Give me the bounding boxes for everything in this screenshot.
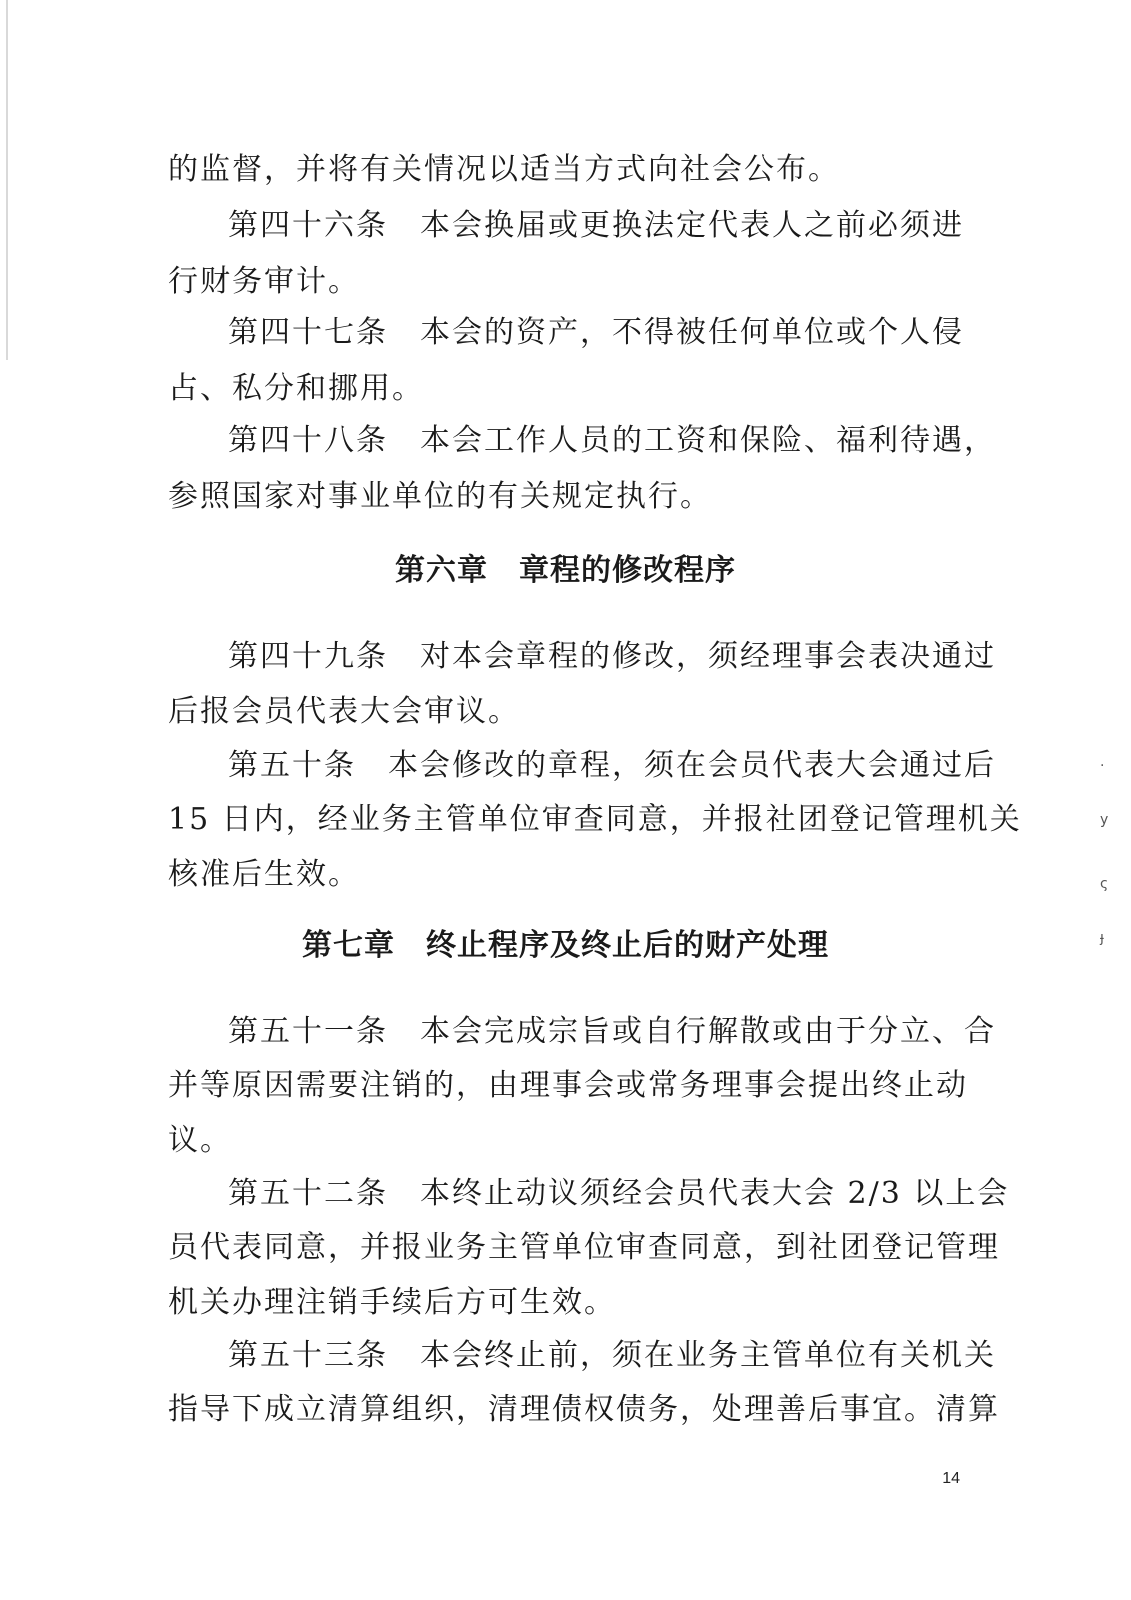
text-line: 后报会员代表大会审议。 [168, 694, 520, 729]
margin-mark: y [1100, 812, 1109, 828]
text-line: 机关办理注销手续后方可生效。 [168, 1285, 616, 1320]
text-line: 的监督，并将有关情况以适当方式向社会公布。 [168, 152, 840, 187]
text-line: 核准后生效。 [168, 857, 360, 892]
margin-mark: ɟ [1100, 930, 1104, 946]
article-46: 第四十六条 本会换届或更换法定代表人之前必须进 [228, 208, 964, 243]
chapter-7-heading: 第七章 终止程序及终止后的财产处理 [302, 928, 829, 963]
margin-mark: · [1100, 758, 1105, 774]
text-line: 员代表同意，并报业务主管单位审查同意，到社团登记管理 [168, 1230, 1000, 1265]
text-line: 指导下成立清算组织，清理债权债务，处理善后事宜。清算 [168, 1392, 1000, 1427]
text-line: 议。 [168, 1123, 232, 1158]
article-53: 第五十三条 本会终止前，须在业务主管单位有关机关 [228, 1338, 996, 1373]
chapter-6-heading: 第六章 章程的修改程序 [395, 553, 736, 588]
article-47: 第四十七条 本会的资产，不得被任何单位或个人侵 [228, 315, 964, 350]
text-line: 15 日内，经业务主管单位审查同意，并报社团登记管理机关 [168, 802, 1022, 837]
scan-edge [6, 0, 8, 360]
text-line: 并等原因需要注销的，由理事会或常务理事会提出终止动 [168, 1068, 968, 1103]
article-52: 第五十二条 本终止动议须经会员代表大会 2/3 以上会 [228, 1176, 1010, 1211]
article-51: 第五十一条 本会完成宗旨或自行解散或由于分立、合 [228, 1014, 996, 1049]
article-50: 第五十条 本会修改的章程，须在会员代表大会通过后 [228, 748, 996, 783]
article-49: 第四十九条 对本会章程的修改，须经理事会表决通过 [228, 639, 996, 674]
page-number: 14 [942, 1470, 960, 1487]
text-line: 参照国家对事业单位的有关规定执行。 [168, 479, 712, 514]
article-48: 第四十八条 本会工作人员的工资和保险、福利待遇， [228, 423, 996, 458]
text-line: 行财务审计。 [168, 264, 360, 299]
text-line: 占、私分和挪用。 [168, 371, 424, 406]
margin-mark: ς [1100, 876, 1109, 892]
